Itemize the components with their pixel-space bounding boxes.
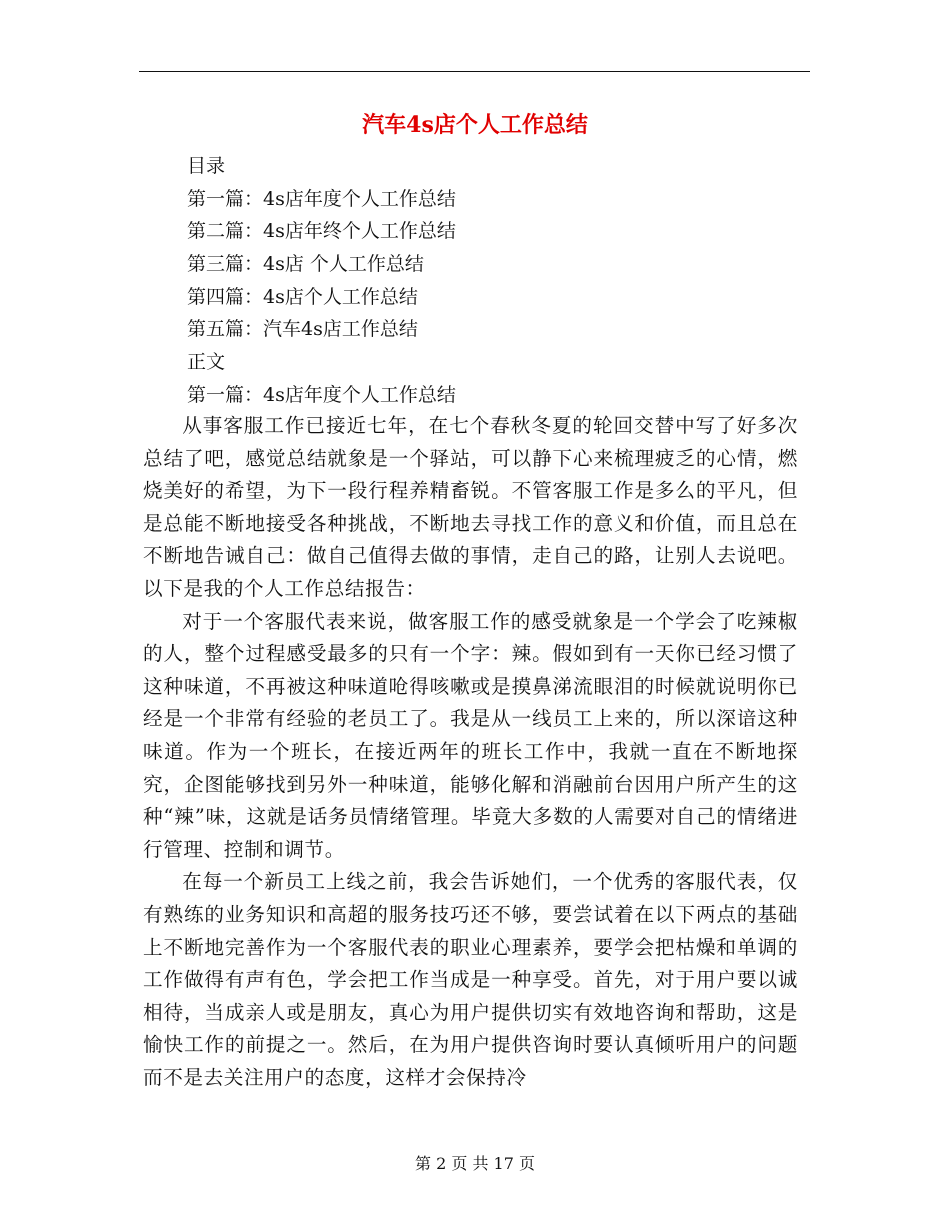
document-title: 汽车4s店个人工作总结 — [362, 112, 588, 138]
page-number: 第 2 页 共 17 页 — [415, 1154, 535, 1173]
paragraph-1: 从事客服工作已接近七年，在七个春秋冬夏的轮回交替中写了好多次总结了吧，感觉总结就象是一个驿站，可以静下心来梳理疲乏的心情，燃烧美好的希望，为下一段行程养精畜锐。不管客服工作是多么的平凡，但是总能不断地接受各种挑战，不断地去寻找工作的意义和价值，而且总在不断地告诫自己：做自己值得去做的事情，走自己的路，让别人去说吧。 以下是我的个人工作总结报告： — [143, 414, 798, 600]
toc-item-5: 第五篇：汽车4s店工作总结 — [187, 318, 418, 341]
toc-item-3: 第三篇：4s店 个人工作总结 — [187, 253, 424, 276]
toc-item-1: 第一篇：4s店年度个人工作总结 — [187, 187, 456, 210]
table-of-contents — [187, 150, 807, 412]
body-heading: 正文 — [187, 351, 226, 374]
toc-item-2: 第二篇：4s店年终个人工作总结 — [187, 220, 456, 243]
paragraph-2: 对于一个客服代表来说，做客服工作的感受就象是一个学会了吃辣椒的人，整个过程感受最多的只有一个字：辣。假如到有一天你已经习惯了这种味道，不再被这种味道呛得咳嗽或是摸鼻涕流眼泪的时候就说明你已经是一个非常有经验的老员工了。我是从一线员工上来的，所以深谙这种味道。作为一个班长，在接近两年的班长工作中，我就一直在不断地探究，企图能够找到另外一种味道，能够化解和消融前台因用户所产生的这种“辣”味，这就是话务员情绪管理。毕竟大多数的人需要对自己的情绪进行管理、控制和调节。 — [143, 609, 798, 861]
header-rule — [139, 71, 810, 72]
toc-heading: 目录 — [187, 155, 226, 177]
toc-item-4: 第四篇：4s店个人工作总结 — [187, 285, 418, 308]
document-body — [143, 410, 798, 1094]
section-heading: 第一篇：4s店年度个人工作总结 — [187, 383, 456, 406]
paragraph-3: 在每一个新员工上线之前，我会告诉她们，一个优秀的客服代表，仅有熟练的业务知识和高超的服务技巧还不够，要尝试着在以下两点的基础上不断地完善作为一个客服代表的职业心理素养，要学会把枯燥和单调的工作做得有声有色，学会把工作当成是一种享受。首先，对于用户要以诚相待，当成亲人或是朋友，真心为用户提供切实有效地咨询和帮助，这是愉快工作的前提之一。然后，在为用户提供咨询时要认真倾听用户的问题而不是去关注用户的态度，这样才会保持冷 — [143, 870, 798, 1089]
